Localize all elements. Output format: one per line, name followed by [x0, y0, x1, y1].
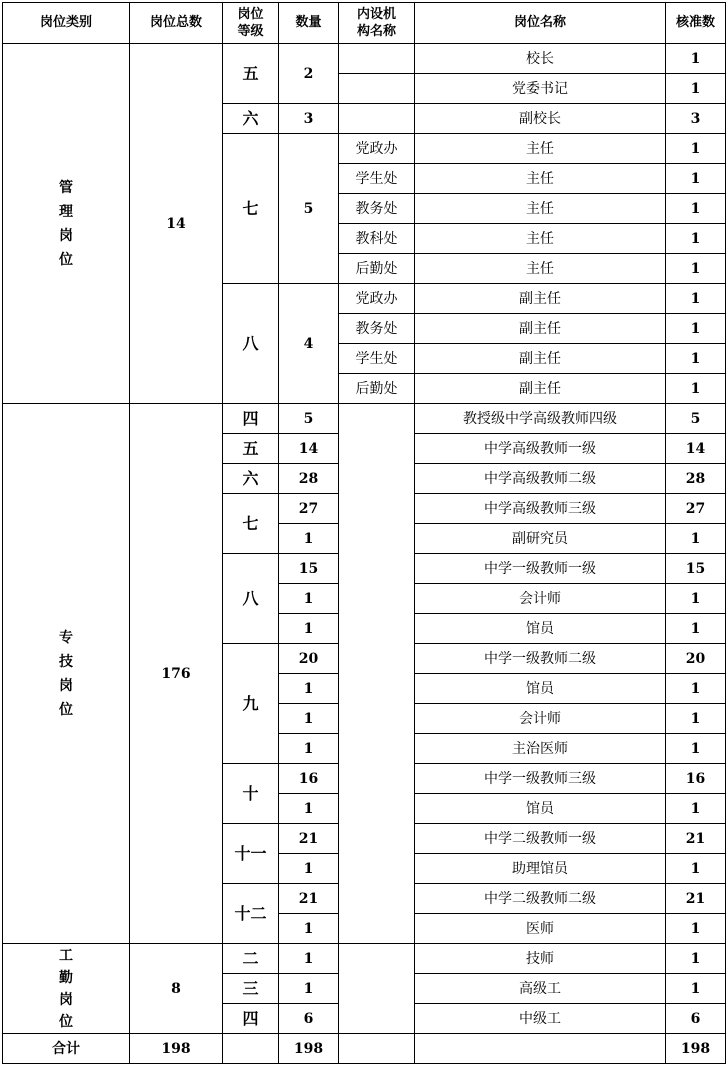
dept-cell: 后勤处 [339, 374, 415, 404]
post-name-cell: 中学高级教师三级 [415, 494, 666, 524]
approved-cell: 1 [666, 674, 726, 704]
approved-cell: 14 [666, 434, 726, 464]
category-char: 位 [59, 701, 73, 718]
dept-cell: 教务处 [339, 194, 415, 224]
count-cell: 1 [279, 944, 339, 974]
approved-cell: 1 [666, 794, 726, 824]
grade-cell: 七 [223, 494, 279, 554]
approved-cell: 1 [666, 74, 726, 104]
approved-cell: 1 [666, 524, 726, 554]
category-char: 理 [59, 203, 73, 220]
total-posts-cell: 176 [130, 404, 223, 944]
approved-cell: 6 [666, 1004, 726, 1034]
post-name-cell: 校长 [415, 44, 666, 74]
dept-cell [339, 74, 415, 104]
post-name-cell: 技师 [415, 944, 666, 974]
post-name-cell: 中学二级教师一级 [415, 824, 666, 854]
approved-cell: 21 [666, 824, 726, 854]
approved-cell: 1 [666, 344, 726, 374]
approved-cell: 1 [666, 254, 726, 284]
post-name-cell: 中学一级教师一级 [415, 554, 666, 584]
grade-cell: 五 [223, 44, 279, 104]
post-name-cell: 副主任 [415, 284, 666, 314]
dept-cell: 学生处 [339, 164, 415, 194]
post-name-cell: 馆员 [415, 614, 666, 644]
totals-name-blank [415, 1034, 666, 1064]
grade-cell: 六 [223, 104, 279, 134]
total-posts-cell: 14 [130, 44, 223, 404]
header-grade [223, 3, 279, 44]
count-cell: 15 [279, 554, 339, 584]
approved-cell: 1 [666, 44, 726, 74]
approved-cell: 5 [666, 404, 726, 434]
category-char: 技 [59, 653, 73, 670]
count-cell: 27 [279, 494, 339, 524]
count-cell: 1 [279, 794, 339, 824]
dept-cell [339, 44, 415, 74]
post-name-cell: 会计师 [415, 584, 666, 614]
category-char: 位 [59, 251, 73, 268]
approved-cell: 16 [666, 764, 726, 794]
header-post-name: 岗位名称 [415, 3, 666, 44]
post-name-cell: 副研究员 [415, 524, 666, 554]
post-name-cell: 馆员 [415, 794, 666, 824]
count-cell: 1 [279, 704, 339, 734]
count-cell: 20 [279, 644, 339, 674]
post-name-cell: 副校长 [415, 104, 666, 134]
grade-cell: 十 [223, 764, 279, 824]
approved-cell: 1 [666, 134, 726, 164]
post-name-cell: 中学一级教师三级 [415, 764, 666, 794]
grade-cell: 四 [223, 404, 279, 434]
category-char: 勤 [59, 969, 73, 986]
post-name-cell: 主任 [415, 134, 666, 164]
category-char: 工 [59, 947, 73, 964]
grade-cell: 十二 [223, 884, 279, 944]
count-cell: 1 [279, 584, 339, 614]
category-char: 岗 [59, 677, 73, 694]
header-total-posts: 岗位总数 [130, 3, 223, 44]
header-category: 岗位类别 [3, 3, 130, 44]
header-approved: 核准数 [666, 3, 726, 44]
post-name-cell: 中学高级教师二级 [415, 464, 666, 494]
post-name-cell: 主治医师 [415, 734, 666, 764]
grade-cell: 八 [223, 284, 279, 404]
table-row [3, 944, 726, 974]
count-cell: 21 [279, 824, 339, 854]
count-cell: 1 [279, 614, 339, 644]
post-name-cell: 主任 [415, 224, 666, 254]
approved-cell: 1 [666, 944, 726, 974]
approved-cell: 3 [666, 104, 726, 134]
count-cell: 28 [279, 464, 339, 494]
approved-cell: 1 [666, 314, 726, 344]
approved-cell: 15 [666, 554, 726, 584]
grade-cell: 十一 [223, 824, 279, 884]
count-cell: 5 [279, 134, 339, 284]
header-row [3, 3, 726, 44]
totals-approved: 198 [666, 1034, 726, 1064]
count-cell: 1 [279, 914, 339, 944]
dept-cell: 教科处 [339, 224, 415, 254]
count-cell: 3 [279, 104, 339, 134]
category-char: 专 [59, 629, 73, 646]
approved-cell: 1 [666, 284, 726, 314]
dept-cell: 教务处 [339, 314, 415, 344]
post-name-cell: 中级工 [415, 1004, 666, 1034]
approved-cell: 27 [666, 494, 726, 524]
post-name-cell: 会计师 [415, 704, 666, 734]
count-cell: 4 [279, 284, 339, 404]
dept-cell: 党政办 [339, 134, 415, 164]
table-row [3, 404, 726, 434]
post-name-cell: 主任 [415, 164, 666, 194]
post-name-cell: 教授级中学高级教师四级 [415, 404, 666, 434]
approved-cell: 21 [666, 884, 726, 914]
grade-cell: 六 [223, 464, 279, 494]
header-dept-line1: 内设机 [356, 7, 396, 22]
approved-cell: 1 [666, 194, 726, 224]
post-name-cell: 中学二级教师二级 [415, 884, 666, 914]
dept-cell [339, 104, 415, 134]
dept-cell: 党政办 [339, 284, 415, 314]
count-cell: 5 [279, 404, 339, 434]
grade-cell: 九 [223, 644, 279, 764]
approved-cell: 1 [666, 914, 726, 944]
category-cell [3, 944, 130, 1034]
post-name-cell: 党委书记 [415, 74, 666, 104]
count-cell: 1 [279, 674, 339, 704]
post-name-cell: 馆员 [415, 674, 666, 704]
approved-cell: 1 [666, 584, 726, 614]
dept-cell [339, 944, 415, 1034]
count-cell: 1 [279, 524, 339, 554]
post-name-cell: 医师 [415, 914, 666, 944]
header-count: 数量 [279, 3, 339, 44]
grade-cell: 二 [223, 944, 279, 974]
category-cell [3, 404, 130, 944]
category-cell [3, 44, 130, 404]
approved-cell: 1 [666, 974, 726, 1004]
grade-cell: 五 [223, 434, 279, 464]
post-allocation-table [2, 2, 726, 1064]
header-dept [339, 3, 415, 44]
count-cell: 14 [279, 434, 339, 464]
approved-cell: 1 [666, 614, 726, 644]
dept-cell: 后勤处 [339, 254, 415, 284]
header-grade-line1: 岗位 [237, 7, 264, 22]
totals-grade-blank [223, 1034, 279, 1064]
post-name-cell: 高级工 [415, 974, 666, 1004]
totals-count: 198 [279, 1034, 339, 1064]
total-posts-cell: 8 [130, 944, 223, 1034]
approved-cell: 1 [666, 854, 726, 884]
category-char: 位 [59, 1013, 73, 1030]
post-name-cell: 副主任 [415, 314, 666, 344]
count-cell: 6 [279, 1004, 339, 1034]
header-grade-line2: 等级 [237, 24, 264, 39]
post-name-cell: 助理馆员 [415, 854, 666, 884]
post-name-cell: 主任 [415, 254, 666, 284]
category-char: 岗 [59, 991, 73, 1008]
approved-cell: 1 [666, 374, 726, 404]
totals-row [3, 1034, 726, 1064]
count-cell: 16 [279, 764, 339, 794]
approved-cell: 1 [666, 224, 726, 254]
approved-cell: 1 [666, 734, 726, 764]
count-cell: 21 [279, 884, 339, 914]
totals-total-posts: 198 [130, 1034, 223, 1064]
approved-cell: 1 [666, 164, 726, 194]
count-cell: 1 [279, 974, 339, 1004]
post-name-cell: 副主任 [415, 374, 666, 404]
approved-cell: 1 [666, 704, 726, 734]
grade-cell: 七 [223, 134, 279, 284]
table-row [3, 44, 726, 74]
table-body [3, 3, 726, 1064]
category-char: 岗 [59, 227, 73, 244]
header-dept-line2: 构名称 [356, 24, 396, 39]
approved-cell: 20 [666, 644, 726, 674]
approved-cell: 28 [666, 464, 726, 494]
count-cell: 2 [279, 44, 339, 104]
category-char: 管 [59, 179, 73, 196]
grade-cell: 三 [223, 974, 279, 1004]
count-cell: 1 [279, 854, 339, 884]
post-name-cell: 中学一级教师二级 [415, 644, 666, 674]
grade-cell: 四 [223, 1004, 279, 1034]
dept-cell [339, 404, 415, 944]
dept-cell: 学生处 [339, 344, 415, 374]
totals-dept-blank [339, 1034, 415, 1064]
post-name-cell: 副主任 [415, 344, 666, 374]
grade-cell: 八 [223, 554, 279, 644]
post-name-cell: 中学高级教师一级 [415, 434, 666, 464]
post-name-cell: 主任 [415, 194, 666, 224]
totals-label: 合计 [3, 1034, 130, 1064]
count-cell: 1 [279, 734, 339, 764]
